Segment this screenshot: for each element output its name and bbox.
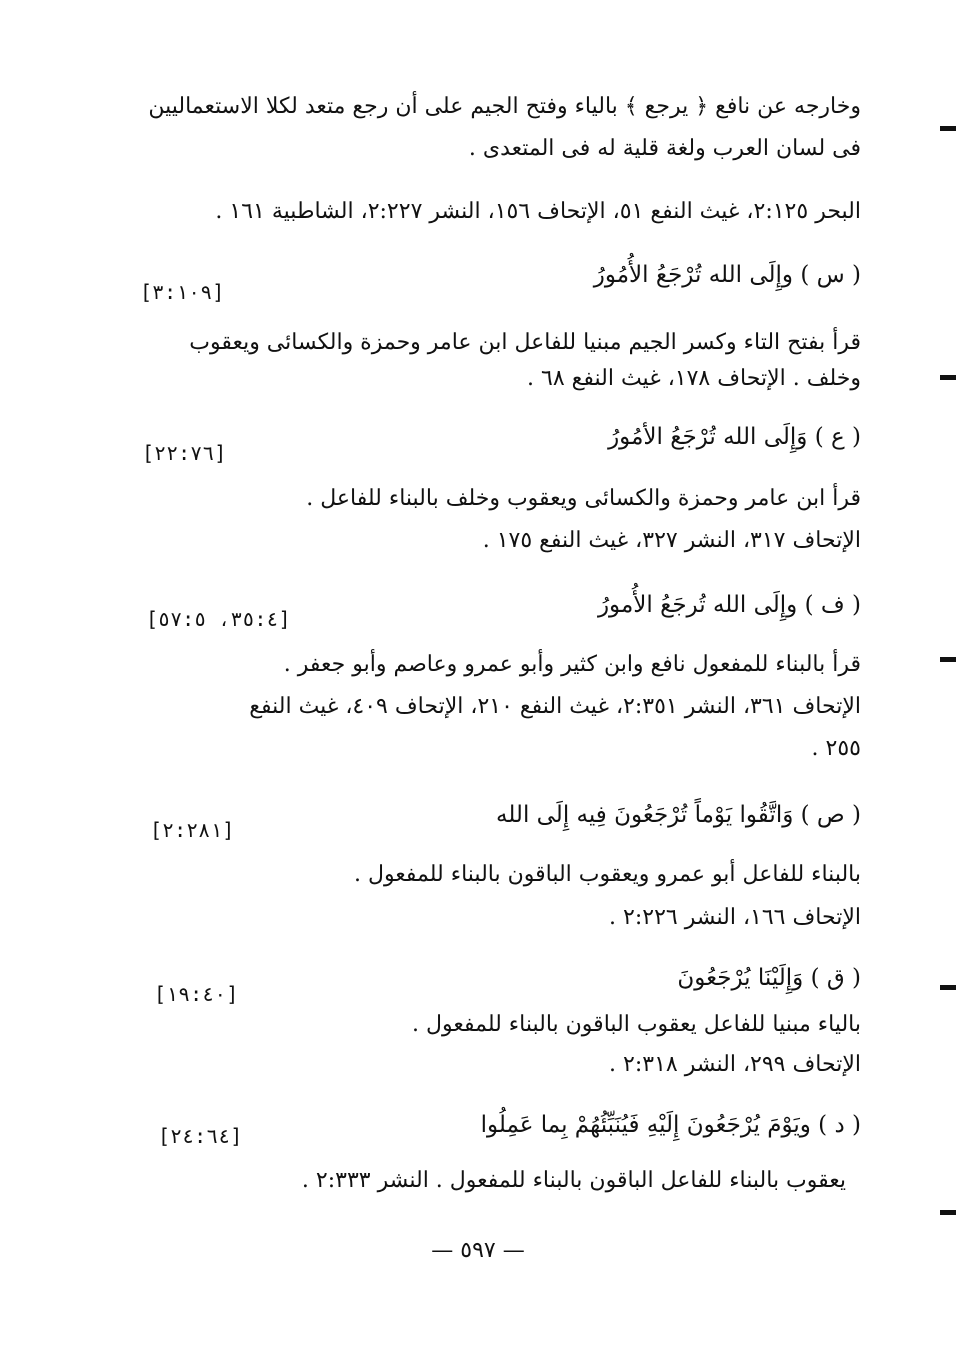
verse-reference: [٢٢:٧٦] xyxy=(142,441,227,465)
entry-text: الإتحاف ٣١٧، النشر ٣٢٧، غيث النفع ١٧٥ . xyxy=(482,528,861,553)
intro-line-1: وخارجه عن نافع ﴿ يرجع ﴾ بالياء وفتح الجيم على أن رجع متعد لكلا الاستعماليين xyxy=(148,94,861,119)
verse-reference: [٣:١٠٩] xyxy=(140,280,225,304)
scan-edge-mark xyxy=(940,126,956,131)
entry-text: قرأ بالبناء للمفعول نافع وابن كثير وأبو عمرو وعاصم وأبو جعفر . xyxy=(283,652,861,677)
entry-text: وخلف . الإتحاف ١٧٨، غيث النفع ٦٨ . xyxy=(527,366,861,391)
entry-text: ٢٥٥ . xyxy=(811,736,861,761)
entry-text: يعقوب بالبناء للفاعل الباقون بالبناء للمفعول . النشر ٢:٣٣٣ . xyxy=(301,1168,846,1193)
entry-text: بالياء مبنيا للفاعل يعقوب الباقون بالبناء للمفعول . xyxy=(412,1012,861,1037)
entry-heading: ( د ) ويَوْمَ يُرْجَعُونَ إِلَيْهِ فَيُنَبِّئُهُمْ بِما عَمِلُوا xyxy=(480,1112,861,1138)
intro-source: البحر ٢:١٢٥، غيث النفع ٥١، الإتحاف ١٥٦، النشر ٢:٢٢٧، الشاطبية ١٦١ . xyxy=(215,199,861,224)
entry-heading: ( ف ) وإِلَى الله تُرجَعُ الأُمورُ xyxy=(597,592,861,618)
entry-heading: ( ق ) وَإِلَيْنَا يُرْجَعُونَ xyxy=(677,965,861,991)
entry-text: الإتحاف ٣٦١، النشر ٢:٣٥١، غيث النفع ٢١٠، الإتحاف ٤٠٩، غيث النفع xyxy=(249,694,861,719)
entry-heading: ( ص ) وَاتَّقُوا يَوْماً تُرْجَعُونَ فِيه إِلَى الله xyxy=(495,802,861,828)
verse-reference: [١٩:٤٠] xyxy=(154,982,239,1006)
entry-heading: ( ع ) وَإِلَى الله تُرْجَعُ الأمُورُ xyxy=(608,424,861,450)
entry-text: الإتحاف ٢٩٩، النشر ٢:٣١٨ . xyxy=(609,1052,861,1077)
page-number: — ٥٩٧ — xyxy=(431,1238,525,1263)
verse-reference: [٢٤:٦٤] xyxy=(158,1124,243,1148)
entry-text: قرأ ابن عامر وحمزة والكسائى ويعقوب وخلف بالبناء للفاعل . xyxy=(306,486,861,511)
intro-line-2: فى لسان العرب ولغة قلية له فى المتعدى . xyxy=(468,136,861,161)
entry-heading: ( س ) وإِلَى الله تُرْجَعُ الأُمُورُ xyxy=(593,262,861,288)
verse-reference: [٣٥:٤، ٥٧:٥] xyxy=(146,607,291,631)
verse-reference: [٢:٢٨١] xyxy=(150,818,235,842)
scan-edge-mark xyxy=(940,985,956,990)
scan-edge-mark xyxy=(940,375,956,380)
scan-edge-mark xyxy=(940,1210,956,1215)
entry-text: بالبناء للفاعل أبو عمرو ويعقوب الباقون بالبناء للمفعول . xyxy=(353,862,861,887)
scan-edge-mark xyxy=(940,657,956,662)
entry-text: الإتحاف ١٦٦، النشر ٢:٢٢٦ . xyxy=(609,905,861,930)
entry-text: قرأ بفتح التاء وكسر الجيم مبنيا للفاعل ابن عامر وحمزة والكسائى ويعقوب xyxy=(189,330,861,355)
